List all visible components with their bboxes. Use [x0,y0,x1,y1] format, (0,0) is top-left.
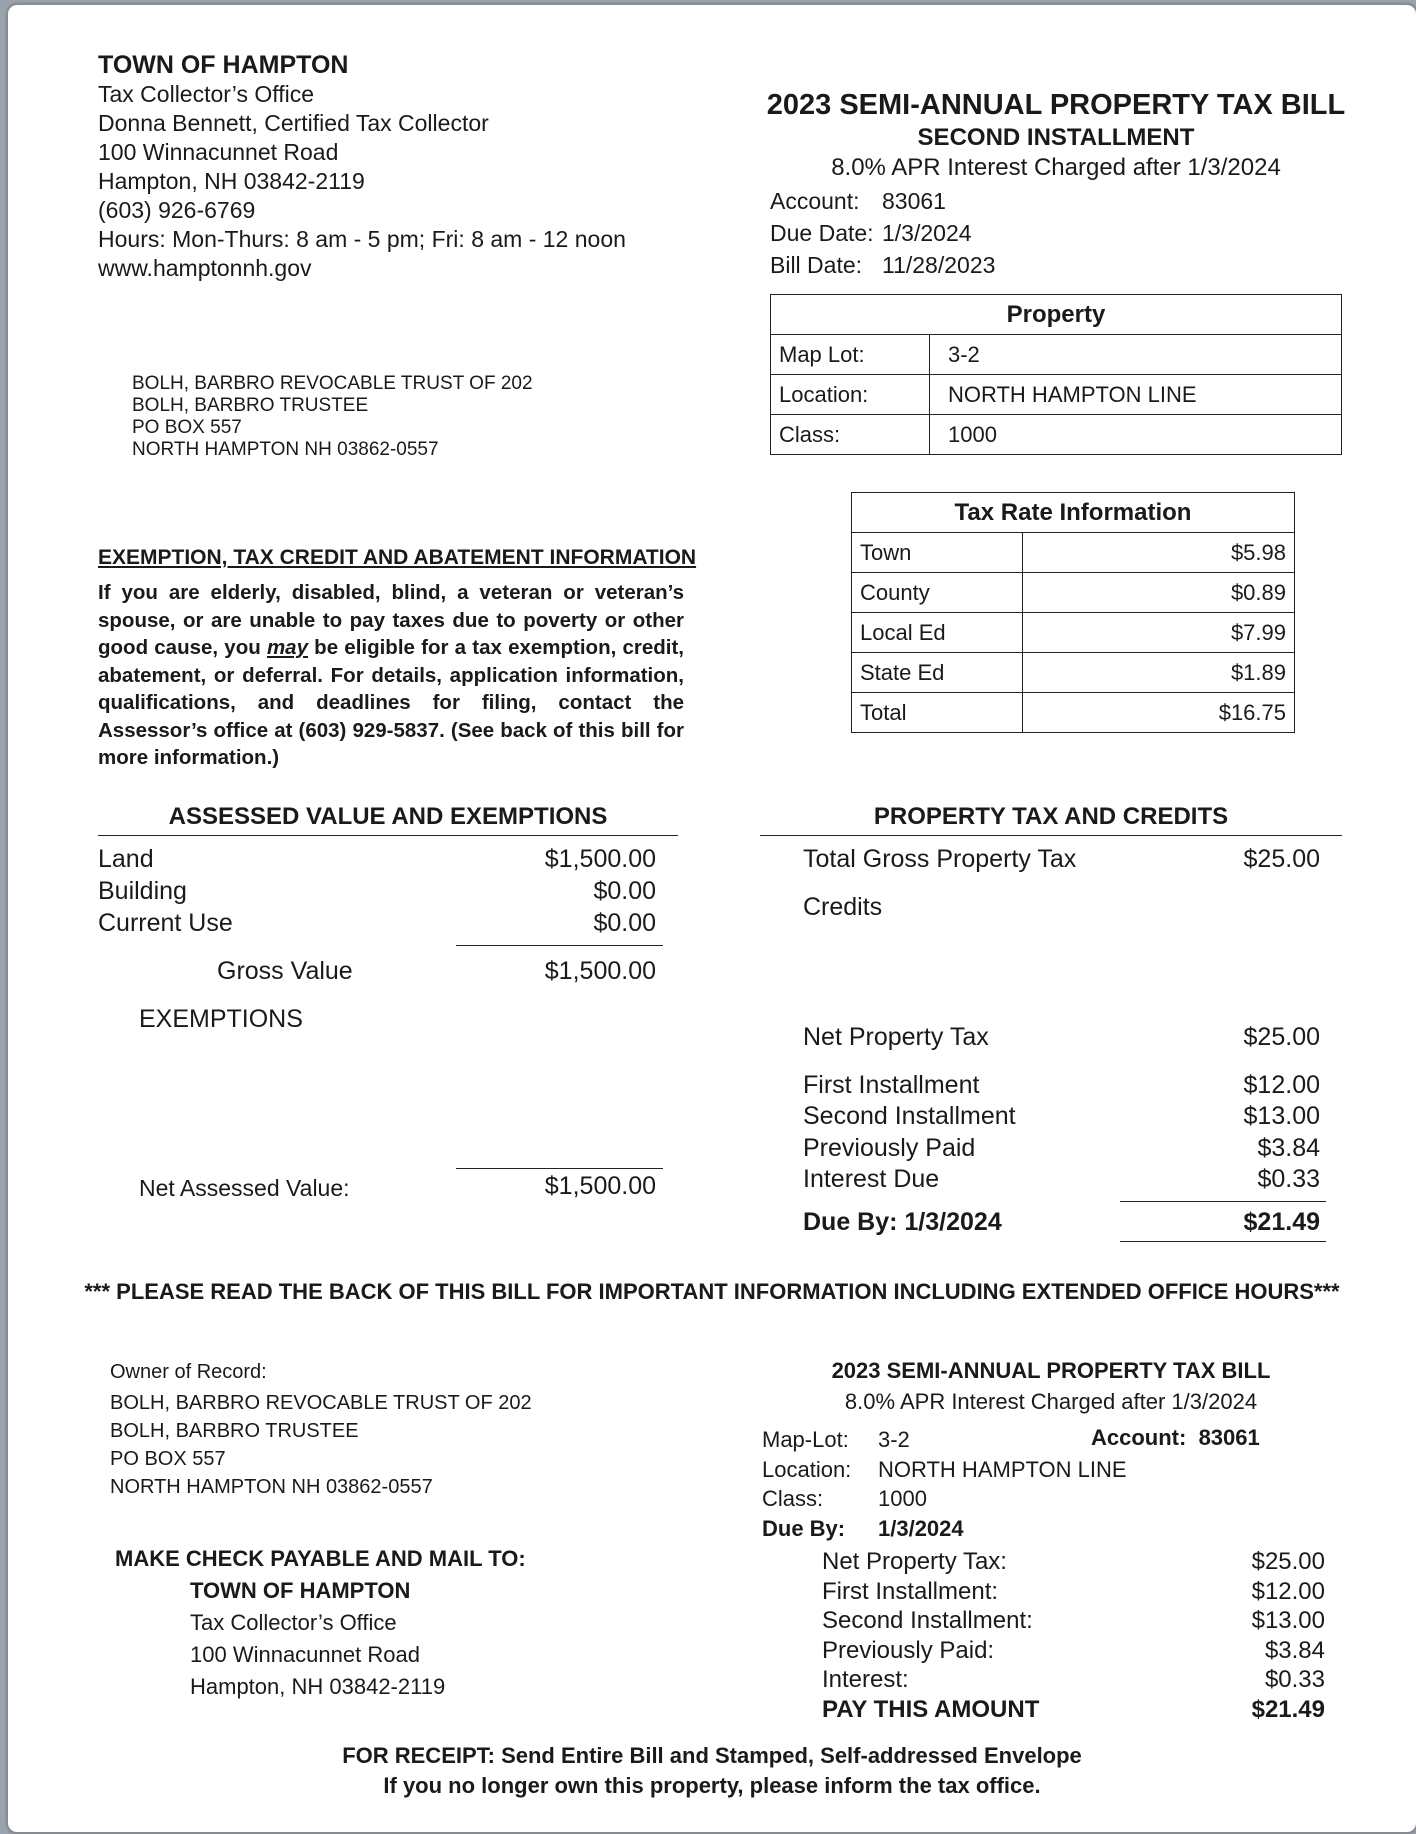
stub-map-lot-label: Map-Lot: [762,1427,849,1452]
bill-date: 11/28/2023 [882,252,996,278]
owner-address-line: BOLH, BARBRO REVOCABLE TRUST OF 202 [132,373,533,394]
stub-line-label: Net Property Tax: [822,1548,1007,1575]
rate-value: $16.75 [1023,693,1295,733]
property-header: Property [771,295,1342,335]
stub-class: 1000 [878,1486,927,1511]
gross-value-label: Gross Value [217,957,353,985]
receipt-footer [8,1741,1416,1801]
net-tax-label: Net Property Tax [803,1023,989,1051]
property-label: Location: [771,375,930,415]
table-row [852,653,1295,693]
owner-address-line: BOLH, BARBRO TRUSTEE [110,1420,359,1442]
stub-line-label: Interest: [822,1666,909,1693]
stub-location-label: Location: [762,1456,852,1482]
rate-label: State Ed [852,653,1023,693]
property-value: NORTH HAMPTON LINE [930,375,1342,415]
rate-value: $5.98 [1023,533,1295,573]
footer-line-ownership: If you no longer own this property, please inform the tax office. [383,1773,1041,1798]
rate-value: $0.89 [1023,573,1295,613]
rate-label: County [852,573,1023,613]
stub-due-by: 1/3/2024 [878,1515,964,1541]
first-installment-value: $12.00 [1243,1071,1320,1099]
stub-account [1091,1425,1260,1451]
gross-tax-label: Total Gross Property Tax [803,845,1077,873]
table-row [852,573,1295,613]
owner-address [132,373,533,461]
interest-due-value: $0.33 [1257,1165,1320,1193]
land-value: $1,500.00 [544,845,656,873]
office-info [98,51,626,283]
previously-paid-value: $3.84 [1257,1134,1320,1162]
interest-note: 8.0% APR Interest Charged after 1/3/2024 [831,154,1281,181]
stub-due-by-label: Due By: [762,1515,846,1541]
table-row [771,335,1342,375]
installment-title: SECOND INSTALLMENT [917,124,1195,151]
property-label: Class: [771,415,930,455]
first-installment-label: First Installment [803,1071,980,1099]
owner-address-line: PO BOX 557 [110,1448,226,1470]
town-name: TOWN OF HAMPTON [98,51,349,79]
stub-location: NORTH HAMPTON LINE [878,1456,1127,1482]
collector-name: Donna Bennett, Certified Tax Collector [98,110,489,136]
stub-owner [110,1358,532,1501]
tax-bill-page [7,4,1416,1833]
stub-interest-note: 8.0% APR Interest Charged after 1/3/2024 [844,1389,1258,1414]
office-street: 100 Winnacunnet Road [98,139,339,165]
rate-value: $1.89 [1023,653,1295,693]
current-use-label: Current Use [98,909,233,937]
bill-date-label: Bill Date: [770,252,863,278]
stub-line-label: Previously Paid: [822,1636,995,1664]
mail-to-town: TOWN OF HAMPTON [190,1578,411,1603]
gross-value: $1,500.00 [544,957,656,985]
owner-address-line: NORTH HAMPTON NH 03862-0557 [110,1476,433,1498]
owner-address-line: NORTH HAMPTON NH 03862-0557 [132,439,439,460]
stub-line-value: $25.00 [1251,1548,1325,1575]
building-label: Building [98,877,187,905]
mail-to-label: MAKE CHECK PAYABLE AND MAIL TO: [115,1546,526,1571]
divider [456,1168,663,1169]
net-tax-value: $25.00 [1243,1023,1320,1051]
stub-account-number: 83061 [1198,1425,1260,1450]
exemption-text-part: If you are elderly, disabled, blind, a veteran or veteran’s spouse, or are unable to pay taxes due to poverty or other good cause, you [98,581,684,659]
tax-rate-header: Tax Rate Information [852,493,1295,533]
divider [760,835,1342,836]
credits-label: Credits [803,893,883,921]
exemption-text-part: be eligible for a tax exemption, credit, abatement, or deferral. For details, application information, qualifications, and deadlines for filing, contact the Assessor’s office at (603) 929-5837. (See back of this bill for more information.) [98,636,684,769]
interest-due-label: Interest Due [803,1165,940,1193]
stub-header [766,1355,1336,1417]
rate-value: $7.99 [1023,613,1295,653]
table-row [852,533,1295,573]
second-installment-value: $13.00 [1243,1102,1320,1130]
exemption-emphasis: may [266,636,308,659]
table-row [852,613,1295,653]
owner-address-line: BOLH, BARBRO REVOCABLE TRUST OF 202 [110,1392,532,1414]
tax-rate-table [851,492,1295,733]
stub-class-label: Class: [762,1486,824,1511]
rate-label: Local Ed [852,613,1023,653]
current-use-value: $0.00 [593,909,656,937]
owner-address-line: PO BOX 557 [132,417,242,438]
amount-due-value: $21.49 [1243,1208,1320,1236]
table-row [852,693,1295,733]
tax-credits-title: PROPERTY TAX AND CREDITS [873,803,1229,830]
gross-tax-value: $25.00 [1243,845,1320,873]
stub-account-label: Account: [1091,1425,1187,1450]
exemption-title: EXEMPTION, TAX CREDIT AND ABATEMENT INFORMATION [98,546,697,569]
divider [1120,1201,1326,1202]
property-value: 3-2 [930,335,1342,375]
owner-address-line: BOLH, BARBRO TRUSTEE [132,395,369,416]
due-by-label: Due By: 1/3/2024 [803,1208,1002,1236]
bill-header [766,87,1346,183]
office-city: Hampton, NH 03842-2119 [98,168,365,194]
stub-map-lot: 3-2 [878,1427,910,1452]
pay-this-amount-value: $21.49 [1251,1695,1325,1723]
footer-line-receipt: FOR RECEIPT: Send Entire Bill and Stamped, Self-addressed Envelope [342,1743,1082,1768]
divider [98,835,678,836]
pay-this-amount-label: PAY THIS AMOUNT [822,1695,1040,1723]
exemption-text [98,579,684,772]
exemptions-label: EXEMPTIONS [139,1005,303,1033]
account-info [770,185,995,281]
previously-paid-label: Previously Paid [803,1134,976,1162]
office-hours: Hours: Mon-Thurs: 8 am - 5 pm; Fri: 8 am - 12 noon [98,226,626,252]
second-installment-label: Second Installment [803,1102,1016,1130]
important-notice: *** PLEASE READ THE BACK OF THIS BILL FOR IMPORTANT INFORMATION INCLUDING EXTENDED OFFICE HOURS*** [84,1279,1340,1304]
due-date-label: Due Date: [770,220,874,246]
office-phone: (603) 926-6769 [98,197,256,223]
owner-of-record-label: Owner of Record: [110,1361,267,1383]
stub-line-value: $3.84 [1264,1636,1325,1664]
net-assessed-value: $1,500.00 [544,1172,656,1200]
mail-to-city: Hampton, NH 03842-2119 [190,1674,446,1699]
property-value: 1000 [930,415,1342,455]
stub-line-label: Second Installment: [822,1607,1033,1634]
account-label: Account: [770,188,860,214]
stub-line-label: First Installment: [822,1577,999,1605]
divider [1120,1241,1326,1242]
stub-line-value: $12.00 [1251,1577,1325,1605]
property-label: Map Lot: [771,335,930,375]
stub-property-info [762,1425,1127,1543]
land-label: Land [98,845,154,873]
stub-line-value: $0.33 [1264,1666,1325,1693]
building-value: $0.00 [593,877,656,905]
stub-title: 2023 SEMI-ANNUAL PROPERTY TAX BILL [831,1358,1271,1383]
table-row [771,375,1342,415]
table-row [771,415,1342,455]
bill-title: 2023 SEMI-ANNUAL PROPERTY TAX BILL [766,89,1346,121]
rate-label: Total [852,693,1023,733]
account-number: 83061 [882,188,946,214]
mail-to-office: Tax Collector’s Office [190,1610,397,1635]
stub-amount-labels [822,1547,1039,1724]
assessed-title: ASSESSED VALUE AND EXEMPTIONS [168,803,608,830]
office-name: Tax Collector’s Office [98,81,315,107]
mail-to-block [115,1543,526,1703]
net-assessed-label: Net Assessed Value: [139,1175,350,1201]
property-table [770,294,1342,455]
office-website: www.hamptonnh.gov [98,255,312,281]
rate-label: Town [852,533,1023,573]
stub-line-value: $13.00 [1251,1607,1325,1634]
divider [456,945,663,946]
due-date: 1/3/2024 [882,220,972,246]
stub-amount-values [1138,1547,1325,1724]
mail-to-street: 100 Winnacunnet Road [190,1642,420,1667]
